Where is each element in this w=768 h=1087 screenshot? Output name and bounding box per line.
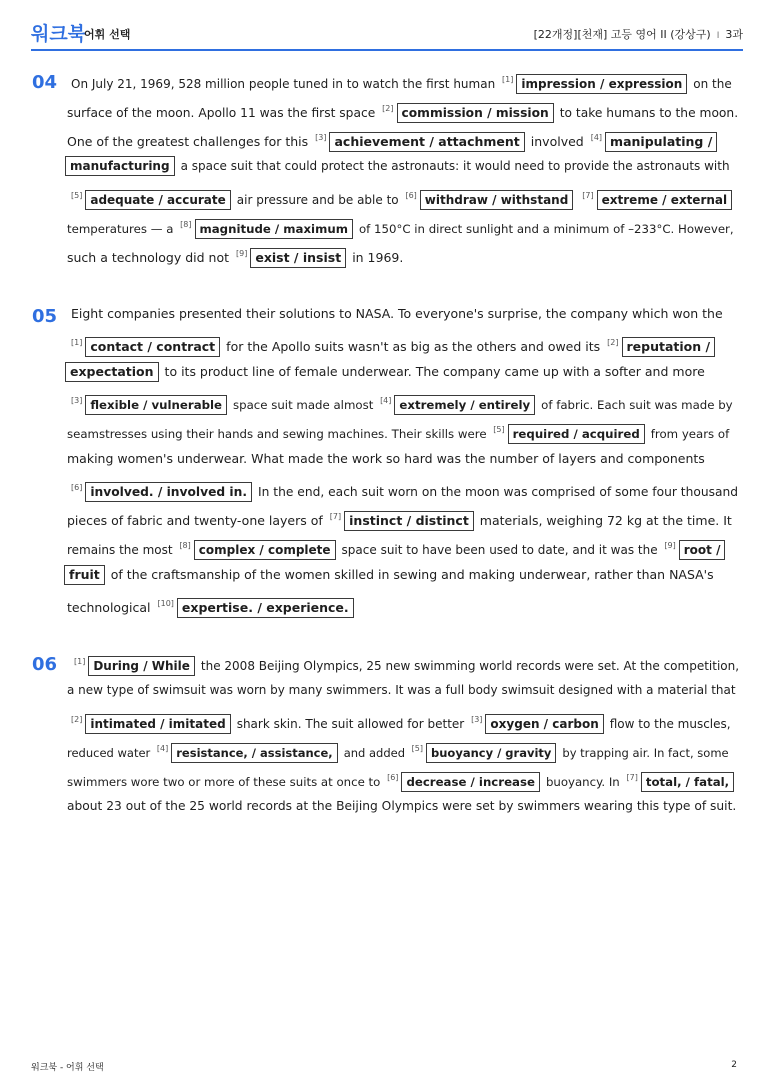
blank-number: [4] bbox=[156, 744, 169, 753]
passage-text: reduced water bbox=[67, 746, 151, 760]
passage-text: remains the most bbox=[67, 543, 173, 557]
blank-number: [8] bbox=[180, 220, 192, 229]
blank-number: [2] bbox=[607, 338, 619, 347]
vocab-choice-box[interactable]: complex / complete bbox=[194, 540, 336, 560]
passage-line bbox=[71, 299, 723, 328]
blank-number: [5] bbox=[493, 425, 505, 434]
passage-line bbox=[67, 734, 729, 763]
passage-text: flow to the muscles, bbox=[609, 717, 731, 731]
passage-text: Eight companies presented their solutions to NASA. To everyone's surprise, the company which won the bbox=[71, 306, 723, 321]
passage-line bbox=[68, 328, 721, 357]
passage-line bbox=[67, 676, 736, 705]
vocab-choice-box[interactable]: extreme / external bbox=[597, 190, 732, 210]
passage-text: buoyancy. In bbox=[545, 775, 620, 789]
lesson-label: 3과 bbox=[725, 28, 743, 41]
blank-number: [2] bbox=[71, 715, 83, 724]
passage-text: in 1969. bbox=[352, 250, 404, 265]
passage-text: such a technology did not bbox=[67, 250, 230, 265]
vocab-choice-box[interactable]: instinct / distinct bbox=[344, 511, 474, 531]
passage-line bbox=[67, 210, 734, 239]
passage-line bbox=[64, 152, 730, 181]
passage-text: from years of bbox=[650, 427, 730, 441]
passage-text: One of the greatest challenges for this bbox=[67, 134, 309, 149]
passage-text: of fabric. Each suit was made by bbox=[541, 398, 733, 412]
blank-number: [4] bbox=[590, 133, 603, 142]
vocab-choice-box[interactable]: root / bbox=[679, 540, 726, 560]
blank-number: [4] bbox=[380, 396, 392, 405]
vocab-choice-box[interactable]: expectation bbox=[65, 362, 159, 382]
brand-title: 워크북 bbox=[31, 23, 87, 45]
passage-text: of 150°C in direct sunlight and a minimum of –233°C. However, bbox=[358, 222, 734, 236]
passage-line bbox=[67, 123, 723, 152]
blank-number: [9] bbox=[664, 541, 676, 550]
passage-line bbox=[63, 560, 714, 589]
passage-line bbox=[68, 473, 738, 502]
blank-number: [3] bbox=[71, 396, 83, 405]
course-info bbox=[534, 26, 743, 42]
blank-number: [7] bbox=[582, 191, 594, 200]
vocab-choice-box[interactable]: impression / expression bbox=[516, 74, 687, 94]
passage-text: and added bbox=[343, 746, 406, 760]
vocab-choice-box[interactable]: oxygen / carbon bbox=[485, 714, 603, 734]
passage-text: surface of the moon. Apollo 11 was the first space bbox=[67, 106, 376, 120]
passage-line bbox=[67, 444, 705, 473]
passage-text: swimmers wore two or more of these suits at once to bbox=[67, 775, 381, 789]
passage-text: shark skin. The suit allowed for better bbox=[236, 717, 465, 731]
vocab-choice-box[interactable]: exist / insist bbox=[250, 248, 346, 268]
passage-text: to take humans to the moon. bbox=[559, 106, 739, 120]
vocab-choice-box[interactable]: extremely / entirely bbox=[394, 395, 535, 415]
vocab-choice-box[interactable]: magnitude / maximum bbox=[195, 219, 353, 239]
vocab-choice-box[interactable]: expertise. / experience. bbox=[177, 598, 354, 618]
passage-line bbox=[67, 239, 403, 268]
vocab-choice-box[interactable]: manipulating / bbox=[605, 132, 717, 152]
passage-text: seamstresses using their hands and sewing machines. Their skills were bbox=[67, 427, 487, 441]
passage-line bbox=[71, 65, 732, 94]
passage-text: involved bbox=[530, 134, 584, 149]
passage-text: a new type of swimsuit was worn by many swimmers. It was a full body swimsuit designed with a material that bbox=[67, 683, 736, 697]
passage-line bbox=[67, 94, 738, 123]
passage-line bbox=[64, 357, 705, 386]
passage-line bbox=[67, 415, 729, 444]
blank-number: [5] bbox=[71, 191, 83, 200]
blank-number: [8] bbox=[179, 541, 191, 550]
passage-line bbox=[67, 792, 736, 821]
blank-number: [6] bbox=[387, 773, 399, 782]
vocab-choice-box[interactable]: buoyancy / gravity bbox=[426, 743, 556, 763]
blank-number: [6] bbox=[71, 483, 83, 492]
question-number: 06 bbox=[32, 654, 58, 675]
passage-line bbox=[68, 705, 731, 734]
header-separator: I bbox=[716, 31, 720, 41]
blank-number: [1] bbox=[74, 657, 86, 666]
blank-number: [3] bbox=[315, 133, 327, 142]
vocab-choice-box[interactable]: manufacturing bbox=[65, 156, 175, 176]
vocab-choice-box[interactable]: withdraw / withstand bbox=[420, 190, 574, 210]
vocab-choice-box[interactable]: involved. / involved in. bbox=[85, 482, 252, 502]
vocab-choice-box[interactable]: total, / fatal, bbox=[641, 772, 734, 792]
passage-line bbox=[68, 181, 738, 210]
blank-number: [1] bbox=[502, 75, 514, 84]
course-title: [22개정][천재] 고등 영어 II (강상구) bbox=[533, 28, 711, 41]
blank-number: [2] bbox=[382, 104, 394, 113]
vocab-choice-box[interactable]: adequate / accurate bbox=[85, 190, 230, 210]
vocab-choice-box[interactable]: decrease / increase bbox=[401, 772, 540, 792]
question-number: 04 bbox=[32, 72, 58, 93]
blank-number: [3] bbox=[471, 715, 483, 724]
passage-line bbox=[67, 589, 360, 618]
passage-line bbox=[67, 531, 731, 560]
passage-text: materials, weighing 72 kg at the time. It bbox=[479, 513, 732, 528]
footer-label: 워크북 - 어휘 선택 bbox=[31, 1063, 104, 1073]
vocab-choice-box[interactable]: required / acquired bbox=[508, 424, 645, 444]
passage-text: temperatures — a bbox=[67, 222, 174, 236]
vocab-choice-box[interactable]: contact / contract bbox=[85, 337, 220, 357]
passage-text: on the bbox=[693, 77, 732, 91]
passage-text: pieces of fabric and twenty-one layers of bbox=[67, 513, 323, 528]
brand-subtitle: 어휘 선택 bbox=[84, 28, 131, 41]
vocab-choice-box[interactable]: reputation / bbox=[622, 337, 716, 357]
blank-number: [5] bbox=[411, 744, 424, 753]
blank-number: [9] bbox=[236, 249, 248, 258]
passage-text: for the Apollo suits wasn't as big as the others and owed its bbox=[226, 339, 601, 354]
passage-text: On July 21, 1969, 528 million people tuned in to watch the first human bbox=[71, 77, 496, 91]
passage-line bbox=[71, 647, 739, 676]
vocab-choice-box[interactable]: fruit bbox=[64, 565, 105, 585]
blank-number: [7] bbox=[329, 512, 342, 521]
vocab-choice-box[interactable]: flexible / vulnerable bbox=[85, 395, 227, 415]
passage-text: about 23 out of the 25 world records at the Beijing Olympics were set by swimmers wearing this type of suit. bbox=[67, 799, 737, 813]
passage-line bbox=[67, 763, 740, 792]
passage-text: by trapping air. In fact, some bbox=[562, 746, 729, 760]
blank-number: [10] bbox=[157, 599, 174, 608]
passage-text: to its product line of female underwear. The company came up with a softer and more bbox=[164, 364, 705, 379]
passage-text: the 2008 Beijing Olympics, 25 new swimming world records were set. At the competition, bbox=[200, 659, 740, 673]
page-header bbox=[31, 15, 743, 51]
passage-text: air pressure and be able to bbox=[236, 193, 399, 207]
blank-number: [7] bbox=[626, 773, 638, 782]
vocab-choice-box[interactable]: During / While bbox=[88, 656, 195, 676]
passage-text: making women's underwear. What made the work so hard was the number of layers and components bbox=[67, 451, 705, 466]
passage-text: space suit to have been used to date, and it was the bbox=[341, 543, 658, 557]
passage-text: of the craftsmanship of the women skilled in sewing and making underwear, rather than NASA's bbox=[110, 567, 714, 582]
vocab-choice-box[interactable]: resistance, / assistance, bbox=[171, 743, 337, 763]
question-number: 05 bbox=[32, 306, 58, 327]
vocab-choice-box[interactable]: achievement / attachment bbox=[329, 132, 524, 152]
blank-number: [6] bbox=[405, 191, 417, 200]
passage-line bbox=[67, 502, 732, 531]
page-number: 2 bbox=[731, 1060, 737, 1070]
passage-line bbox=[68, 386, 733, 415]
vocab-choice-box[interactable]: commission / mission bbox=[397, 103, 554, 123]
blank-number: [1] bbox=[71, 338, 83, 347]
passage-text: technological bbox=[67, 600, 151, 615]
passage-text: In the end, each suit worn on the moon was comprised of some four thousand bbox=[258, 485, 739, 499]
passage-text: space suit made almost bbox=[233, 398, 374, 412]
passage-text: a space suit that could protect the astronauts: it would need to provide the astronauts with bbox=[180, 159, 730, 173]
vocab-choice-box[interactable]: intimated / imitated bbox=[85, 714, 230, 734]
